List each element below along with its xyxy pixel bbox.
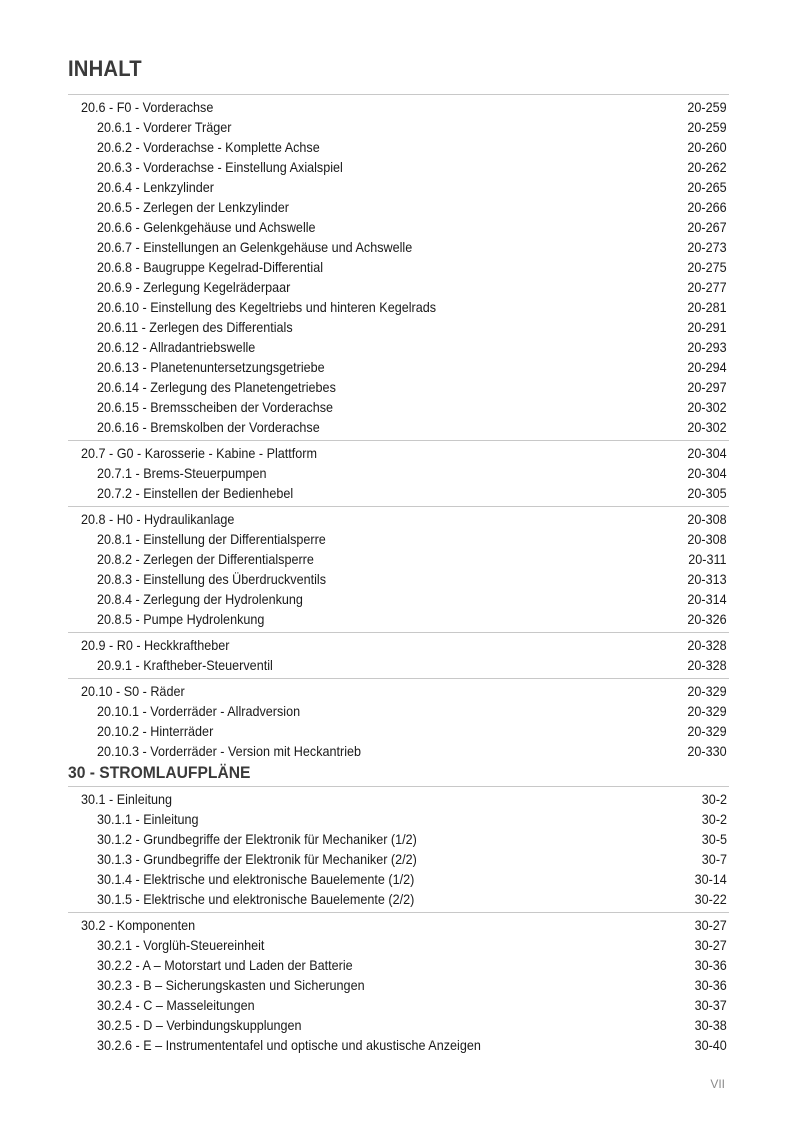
toc-entry-page: 20-275 — [687, 259, 727, 275]
toc-subsection-entry[interactable] — [68, 277, 729, 297]
toc-subsection-entry[interactable] — [68, 117, 729, 137]
toc-subsection-entry[interactable] — [68, 257, 729, 277]
toc-entry-page: 20-329 — [687, 723, 727, 739]
toc-entry-title: 20.6.7 - Einstellungen an Gelenkgehäuse und Achswelle — [97, 239, 413, 255]
toc-subsection-entry[interactable] — [68, 317, 729, 337]
toc-entry-title: 20.10.1 - Vorderräder - Allradversion — [97, 703, 301, 719]
toc-entry-page: 30-2 — [701, 811, 727, 827]
toc-entry-title: 20.6.14 - Zerlegung des Planetengetriebes — [97, 379, 336, 395]
toc-group — [68, 678, 729, 761]
toc-subsection-entry[interactable] — [68, 483, 729, 503]
toc-entry-title: 30.1.2 - Grundbegriffe der Elektronik für Mechaniker (1/2) — [97, 831, 417, 847]
toc-subsection-entry[interactable] — [68, 197, 729, 217]
toc-entry-title: 20.10.3 - Vorderräder - Version mit Heckantrieb — [97, 743, 362, 759]
toc-entry-page: 20-266 — [687, 199, 727, 215]
toc-subsection-entry[interactable] — [68, 589, 729, 609]
toc-entry-title: 20.6.10 - Einstellung des Kegeltriebs und hinteren Kegelrads — [97, 299, 437, 315]
toc-subsection-entry[interactable] — [68, 569, 729, 589]
toc-section-entry[interactable] — [68, 443, 729, 463]
toc-entry-title: 30.1.3 - Grundbegriffe der Elektronik für Mechaniker (2/2) — [97, 851, 417, 867]
toc-entry-title: 30.2.1 - Vorglüh-Steuereinheit — [97, 937, 265, 953]
toc-entry-title: 20.6.4 - Lenkzylinder — [97, 179, 214, 195]
toc-group — [68, 94, 729, 437]
toc-entry-title: 20.6.16 - Bremskolben der Vorderachse — [97, 419, 320, 435]
toc-subsection-entry[interactable] — [68, 137, 729, 157]
toc-subsection-entry[interactable] — [68, 357, 729, 377]
toc-entry-title: 20.6.8 - Baugruppe Kegelrad-Differential — [97, 259, 324, 275]
toc-entry-title: 20.6.6 - Gelenkgehäuse und Achswelle — [97, 219, 316, 235]
toc-entry-page: 20-329 — [687, 703, 727, 719]
toc-entry-title: 20.6.3 - Vorderachse - Einstellung Axialspiel — [97, 159, 343, 175]
toc-entry-title: 30.1.4 - Elektrische und elektronische Bauelemente (1/2) — [97, 871, 415, 887]
toc-entry-title: 20.9 - R0 - Heckkraftheber — [81, 637, 230, 653]
toc-entry-page: 20-308 — [687, 511, 727, 527]
toc-entry-title: 20.10.2 - Hinterräder — [97, 723, 214, 739]
toc-entry-title: 20.6.5 - Zerlegen der Lenkzylinder — [97, 199, 289, 215]
toc-entry-page: 30-27 — [694, 917, 727, 933]
toc-group — [68, 506, 729, 629]
toc-group — [68, 632, 729, 675]
toc-entry-title: 20.8.1 - Einstellung der Differentialsperre — [97, 531, 326, 547]
toc-entry-page: 30-37 — [694, 997, 727, 1013]
toc-entry-page: 30-38 — [694, 1017, 727, 1033]
toc-entry-page: 20-302 — [687, 399, 727, 415]
toc-entry-page: 20-302 — [687, 419, 727, 435]
toc-entry-page: 20-326 — [687, 611, 727, 627]
toc-entry-page: 20-267 — [687, 219, 727, 235]
toc-entry-title: 20.6.2 - Vorderachse - Komplette Achse — [97, 139, 320, 155]
toc-subsection-entry[interactable] — [68, 337, 729, 357]
toc-entry-title: 20.6.11 - Zerlegen des Differentials — [97, 319, 293, 335]
page-number: VII — [710, 1077, 725, 1091]
toc-entry-title: 30.2.2 - A – Motorstart und Laden der Batterie — [97, 957, 353, 973]
toc-group — [68, 440, 729, 503]
toc-chapter-30 — [68, 786, 729, 1058]
toc-entry-title: 30.1 - Einleitung — [81, 791, 173, 807]
toc-subsection-entry[interactable] — [68, 849, 729, 869]
toc-entry-title: 20.6.13 - Planetenuntersetzungsgetriebe — [97, 359, 325, 375]
toc-section-entry[interactable] — [68, 915, 729, 935]
toc-entry-title: 20.6 - F0 - Vorderachse — [81, 99, 214, 115]
toc-subsection-entry[interactable] — [68, 157, 729, 177]
toc-entry-title: 20.7.2 - Einstellen der Bedienhebel — [97, 485, 294, 501]
toc-subsection-entry[interactable] — [68, 809, 729, 829]
toc-entry-page: 30-2 — [701, 791, 727, 807]
toc-entry-title: 30.2.6 - E – Instrumententafel und optische und akustische Anzeigen — [97, 1037, 481, 1053]
toc-chapter-20 — [68, 94, 729, 764]
toc-subsection-entry[interactable] — [68, 463, 729, 483]
toc-subsection-entry[interactable] — [68, 377, 729, 397]
toc-subsection-entry[interactable] — [68, 935, 729, 955]
toc-entry-page: 30-36 — [694, 977, 727, 993]
toc-entry-title: 20.8.2 - Zerlegen der Differentialsperre — [97, 551, 314, 567]
toc-entry-title: 30.2.5 - D – Verbindungskupplungen — [97, 1017, 302, 1033]
toc-entry-page: 20-294 — [687, 359, 727, 375]
page-title: INHALT — [68, 56, 142, 81]
toc-entry-page: 20-311 — [688, 551, 727, 567]
toc-subsection-entry[interactable] — [68, 741, 729, 761]
toc-subsection-entry[interactable] — [68, 549, 729, 569]
toc-section-entry[interactable] — [68, 681, 729, 701]
toc-subsection-entry[interactable] — [68, 1015, 729, 1035]
toc-subsection-entry[interactable] — [68, 829, 729, 849]
toc-section-entry[interactable] — [68, 509, 729, 529]
toc-entry-page: 20-259 — [687, 119, 727, 135]
toc-subsection-entry[interactable] — [68, 975, 729, 995]
toc-entry-page: 20-313 — [687, 571, 727, 587]
toc-entry-page: 20-328 — [687, 637, 727, 653]
toc-subsection-entry[interactable] — [68, 889, 729, 909]
toc-entry-page: 20-308 — [687, 531, 727, 547]
toc-subsection-entry[interactable] — [68, 995, 729, 1015]
toc-entry-page: 20-305 — [687, 485, 727, 501]
toc-entry-page: 20-262 — [687, 159, 727, 175]
toc-entry-page: 30-7 — [701, 851, 727, 867]
toc-subsection-entry[interactable] — [68, 869, 729, 889]
toc-entry-page: 20-328 — [687, 657, 727, 673]
toc-entry-page: 20-260 — [687, 139, 727, 155]
toc-group — [68, 786, 729, 909]
chapter-30-title: 30 - STROMLAUFPLÄNE — [68, 763, 251, 782]
toc-subsection-entry[interactable] — [68, 217, 729, 237]
toc-entry-page: 20-281 — [687, 299, 727, 315]
toc-entry-title: 30.2.4 - C – Masseleitungen — [97, 997, 255, 1013]
toc-entry-title: 20.8.3 - Einstellung des Überdruckventils — [97, 571, 327, 587]
toc-entry-title: 20.6.1 - Vorderer Träger — [97, 119, 232, 135]
toc-subsection-entry[interactable] — [68, 955, 729, 975]
toc-subsection-entry[interactable] — [68, 721, 729, 741]
toc-subsection-entry[interactable] — [68, 177, 729, 197]
toc-entry-title: 30.2.3 - B – Sicherungskasten und Sicherungen — [97, 977, 365, 993]
toc-entry-page: 20-330 — [687, 743, 727, 759]
toc-entry-title: 30.1.1 - Einleitung — [97, 811, 199, 827]
toc-section-entry[interactable] — [68, 635, 729, 655]
toc-entry-title: 20.6.12 - Allradantriebswelle — [97, 339, 256, 355]
toc-entry-title: 20.7 - G0 - Karosserie - Kabine - Plattform — [81, 445, 317, 461]
toc-entry-page: 30-14 — [694, 871, 727, 887]
toc-section-entry[interactable] — [68, 97, 729, 117]
toc-entry-page: 20-291 — [687, 319, 727, 335]
toc-subsection-entry[interactable] — [68, 609, 729, 629]
toc-entry-title: 20.9.1 - Kraftheber-Steuerventil — [97, 657, 273, 673]
toc-entry-title: 30.1.5 - Elektrische und elektronische Bauelemente (2/2) — [97, 891, 415, 907]
toc-entry-page: 30-27 — [694, 937, 727, 953]
toc-entry-page: 20-277 — [687, 279, 727, 295]
toc-entry-page: 20-329 — [687, 683, 727, 699]
toc-entry-page: 20-273 — [687, 239, 727, 255]
toc-entry-page: 20-259 — [687, 99, 727, 115]
toc-entry-page: 30-36 — [694, 957, 727, 973]
toc-entry-title: 20.8.4 - Zerlegung der Hydrolenkung — [97, 591, 303, 607]
toc-entry-page: 30-22 — [694, 891, 727, 907]
toc-subsection-entry[interactable] — [68, 237, 729, 257]
toc-entry-page: 20-314 — [687, 591, 727, 607]
toc-entry-page: 30-40 — [694, 1037, 727, 1053]
toc-entry-page: 20-297 — [687, 379, 727, 395]
toc-entry-title: 20.10 - S0 - Räder — [81, 683, 185, 699]
toc-subsection-entry[interactable] — [68, 701, 729, 721]
toc-entry-title: 20.6.9 - Zerlegung Kegelräderpaar — [97, 279, 291, 295]
toc-group — [68, 912, 729, 1055]
toc-subsection-entry[interactable] — [68, 529, 729, 549]
toc-entry-title: 20.8 - H0 - Hydraulikanlage — [81, 511, 235, 527]
toc-entry-page: 20-304 — [687, 445, 727, 461]
toc-subsection-entry[interactable] — [68, 397, 729, 417]
toc-entry-title: 30.2 - Komponenten — [81, 917, 196, 933]
toc-subsection-entry[interactable] — [68, 297, 729, 317]
toc-entry-title: 20.6.15 - Bremsscheiben der Vorderachse — [97, 399, 334, 415]
toc-entry-title: 20.8.5 - Pumpe Hydrolenkung — [97, 611, 265, 627]
toc-subsection-entry[interactable] — [68, 1035, 729, 1055]
toc-entry-page: 20-304 — [687, 465, 727, 481]
toc-entry-page: 30-5 — [701, 831, 727, 847]
toc-section-entry[interactable] — [68, 789, 729, 809]
toc-subsection-entry[interactable] — [68, 417, 729, 437]
toc-subsection-entry[interactable] — [68, 655, 729, 675]
toc-entry-title: 20.7.1 - Brems-Steuerpumpen — [97, 465, 267, 481]
toc-entry-page: 20-265 — [687, 179, 727, 195]
toc-entry-page: 20-293 — [687, 339, 727, 355]
